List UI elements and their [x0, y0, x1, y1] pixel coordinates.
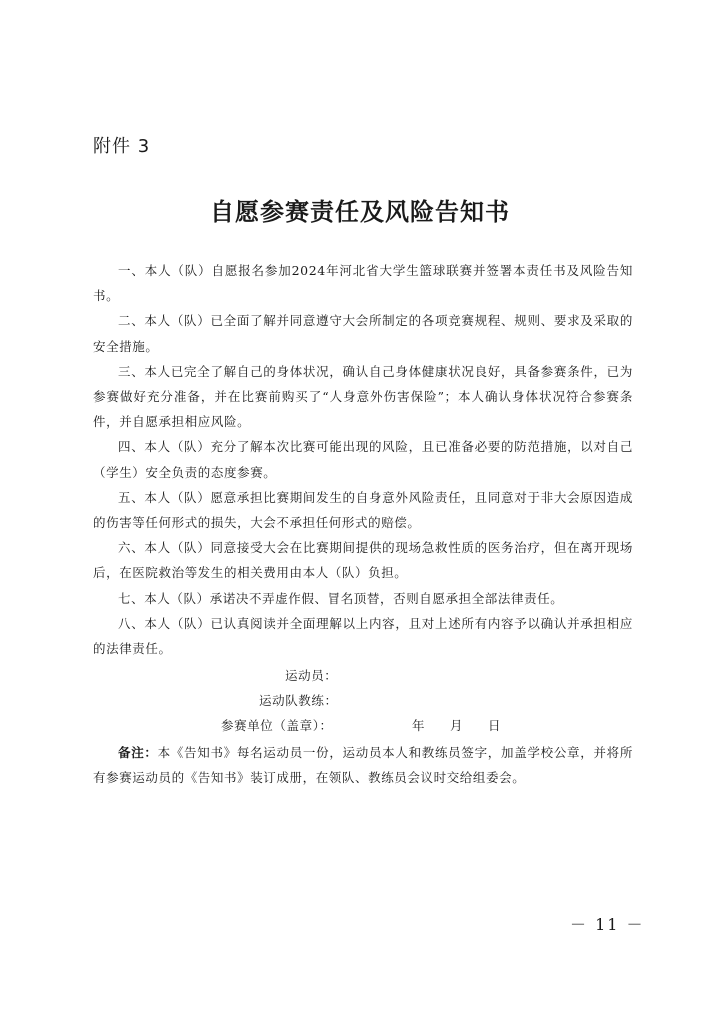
clause-5: 五、本人（队）愿意承担比赛期间发生的自身意外风险责任，且同意对于非大会原因造成的伤害等任何形式的损失，大会不承担任何形式的赔偿。: [93, 489, 633, 531]
remarks-text: 本《告知书》每名运动员一份，运动员本人和教练员签字，加盖学校公章，并将所有参赛运动员的《告知书》装订成册，在领队、教练员会议时交给组委会。: [93, 745, 633, 786]
clause-3: 三、本人已完全了解自己的身体状况，确认自己身体健康状况良好，具备参赛条件，已为参赛做好充分准备，并在比赛前购买了“人身意外伤害保险”；本人确认身体状况符合参赛条件，并自愿承担相应风险。: [93, 363, 633, 430]
clause-7: 七、本人（队）承诺决不弄虚作假、冒名顶替，否则自愿承担全部法律责任。: [118, 590, 564, 606]
date-year-label: 年: [412, 718, 425, 733]
page-title: 自愿参赛责任及风险告知书: [210, 197, 510, 226]
remarks-label: 备注：: [118, 745, 158, 760]
clause-4: 四、本人（队）充分了解本次比赛可能出现的风险，且已准备必要的防范措施，以对自己（学生）安全负责的态度参赛。: [93, 439, 633, 480]
coach-signature-label: 运动队教练：: [259, 693, 338, 708]
clause-6: 六、本人（队）同意接受大会在比赛期间提供的现场急救性质的医务治疗，但在离开现场后，在医院救治等发生的相关费用由本人（队）负担。: [93, 540, 633, 581]
page-number: － 11 －: [570, 915, 645, 934]
athlete-signature-label: 运动员：: [285, 668, 338, 683]
date-month-label: 月: [450, 718, 463, 733]
clause-1: 一、本人（队）自愿报名参加2024年河北省大学生篮球联赛并签署本责任书及风险告知书。: [93, 263, 633, 304]
unit-seal-label: 参赛单位（盖章）：: [221, 718, 333, 733]
remarks: [93, 740, 633, 790]
date-day-label: 日: [488, 718, 501, 733]
clause-2: 二、本人（队）已全面了解并同意遵守大会所制定的各项竞赛规程、规则、要求及采取的安全措施。: [93, 313, 633, 354]
clause-list: [93, 258, 633, 661]
attachment-label: 附件 3: [93, 136, 151, 157]
clause-8: 八、本人（队）已认真阅读并全面理解以上内容，且对上述所有内容予以确认并承担相应的法律责任。: [93, 615, 633, 657]
